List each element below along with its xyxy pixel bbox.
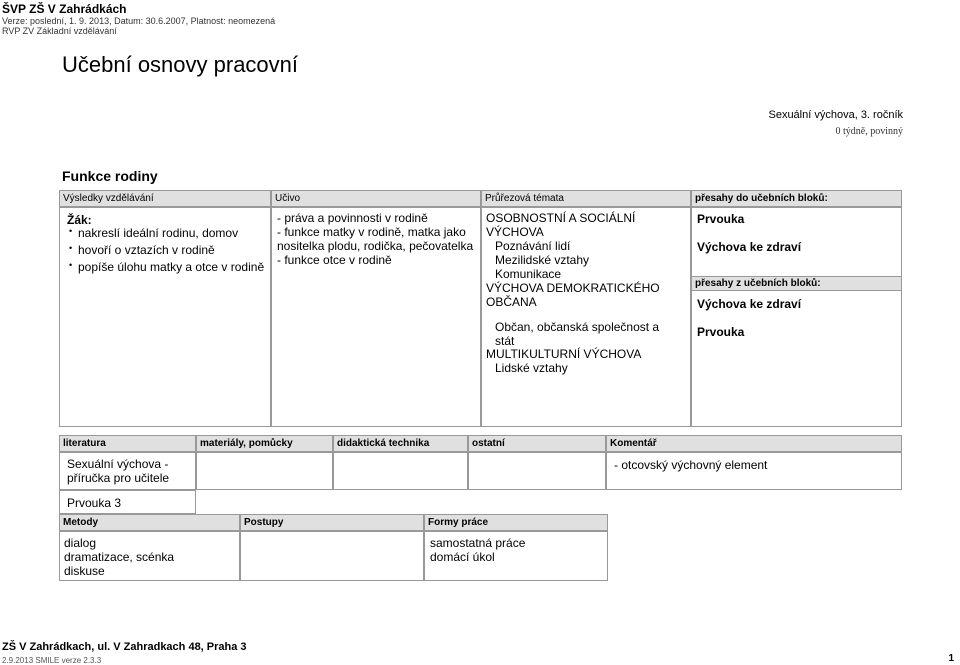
- section-title: Funkce rodiny: [62, 168, 158, 184]
- literature-item: Sexuální výchova - příručka pro učitele: [67, 457, 170, 485]
- links-from-header: přesahy z učebních bloků:: [692, 276, 901, 291]
- technique-cell: [333, 452, 468, 490]
- literature-item: Prvouka 3: [67, 496, 122, 510]
- methods-cell: [59, 531, 240, 581]
- col-header-literature: literatura: [59, 435, 196, 452]
- col-header-outcomes: Výsledky vzdělávání: [59, 190, 271, 207]
- link-to-item: Výchova ke zdraví: [697, 240, 802, 254]
- col-header-links-to: přesahy do učebních bloků:: [691, 190, 902, 207]
- themes-cell: [481, 207, 691, 427]
- subject-label: Sexuální výchova, 3. ročník: [768, 109, 903, 121]
- col-header-methods: Metody: [59, 514, 240, 531]
- literature-cell: [59, 452, 196, 490]
- theme-item: Občan, občanská společnost a stát: [495, 320, 660, 348]
- outcomes-lead: Žák:: [67, 213, 92, 227]
- link-from-item: Prvouka: [697, 325, 745, 339]
- list-item: • popíše úlohu matky a otce v rodině: [63, 259, 268, 276]
- link-from-item: Výchova ke zdraví: [697, 297, 802, 311]
- col-header-technique: didaktická technika: [333, 435, 468, 452]
- theme-group-title: OSOBNOSTNÍ A SOCIÁLNÍ VÝCHOVA: [486, 211, 636, 239]
- theme-group-title: VÝCHOVA DEMOKRATICKÉHO OBČANA: [486, 281, 660, 309]
- col-header-other: ostatní: [468, 435, 606, 452]
- version-info: Verze: poslední, 1. 9. 2013, Datum: 30.6.2007, Platnost: neomezená: [2, 16, 276, 26]
- materials-cell: [196, 452, 333, 490]
- comment-text: - otcovský výchovný element: [614, 458, 768, 472]
- methods-text: dialog dramatizace, scénka diskuse: [64, 536, 175, 578]
- school-name: ŠVP ZŠ V Zahrádkách: [2, 2, 127, 16]
- theme-item: Mezilidské vztahy: [495, 253, 590, 267]
- col-header-materials: materiály, pomůcky: [196, 435, 333, 452]
- list-item: • hovoří o vztazích v rodině: [63, 242, 268, 259]
- literature-cell-2: [59, 490, 196, 514]
- links-cell: [691, 207, 902, 427]
- forms-cell: [424, 531, 608, 581]
- other-cell: [468, 452, 606, 490]
- tools-cell: [240, 531, 424, 581]
- theme-group-title: MULTIKULTURNÍ VÝCHOVA: [486, 347, 642, 361]
- col-header-comment: Komentář: [606, 435, 902, 452]
- curriculum-text: - práva a povinnosti v rodině - funkce matky v rodině, matka jako nositelka plodu, rodička, pečovatelka - funkce otce v rodině: [277, 211, 474, 267]
- page-title: Učební osnovy pracovní: [62, 52, 299, 77]
- col-header-curriculum: Učivo: [271, 190, 481, 207]
- outcomes-list: [63, 225, 268, 276]
- col-header-forms: Formy práce: [424, 514, 608, 531]
- col-header-themes: Průřezová témata: [481, 190, 691, 207]
- curriculum-cell: [271, 207, 481, 427]
- page-number: 1: [948, 653, 954, 664]
- theme-item: Lidské vztahy: [495, 361, 568, 375]
- theme-item: Poznávání lidí: [495, 239, 571, 253]
- col-header-tools: Postupy: [240, 514, 424, 531]
- forms-text: samostatná práce domácí úkol: [430, 536, 526, 564]
- outcomes-cell: [59, 207, 271, 427]
- footer-address: ZŠ V Zahrádkach, ul. V Zahradkach 48, Praha 3: [2, 641, 247, 653]
- list-item: • nakreslí ideální rodinu, domov: [63, 225, 268, 242]
- comment-cell: [606, 452, 902, 490]
- rvp-info: RVP ZV Základní vzdělávání: [2, 26, 117, 36]
- hours-label: 0 týdně, povinný: [835, 126, 903, 137]
- theme-item: Komunikace: [495, 267, 562, 281]
- link-to-item: Prvouka: [697, 212, 745, 226]
- footer-version: 2.9.2013 SMILE verze 2.3.3: [2, 656, 102, 665]
